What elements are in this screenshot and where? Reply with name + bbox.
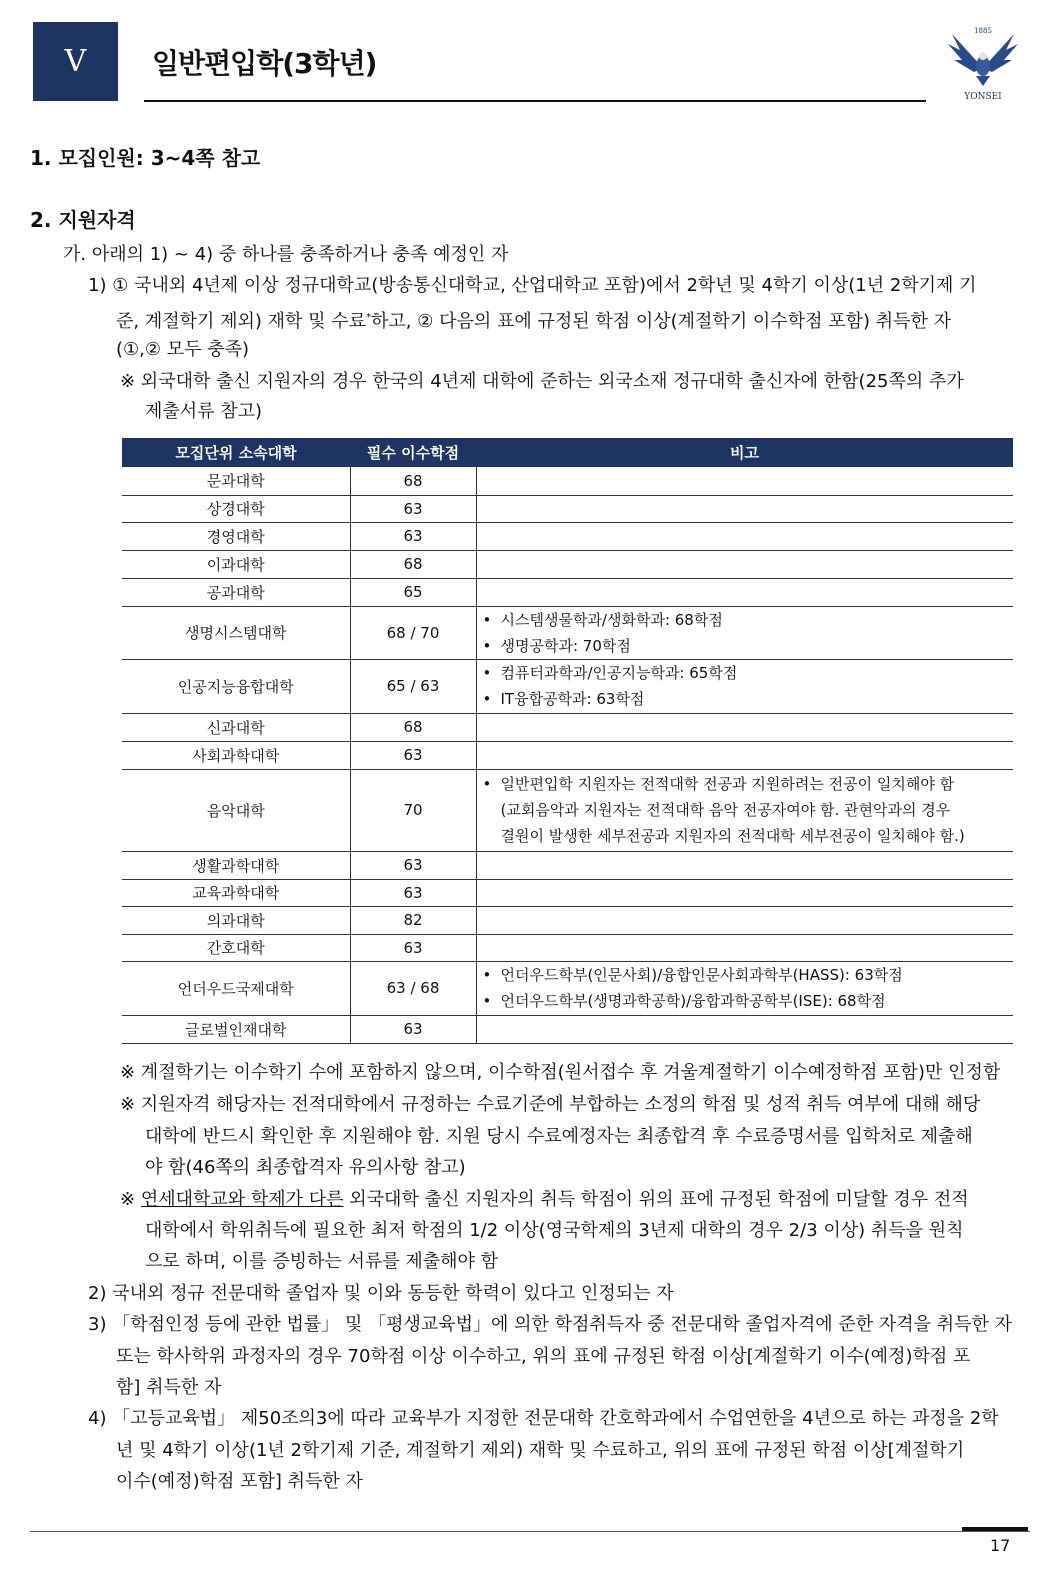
note-bullet: • 언더우드학부(생명과학공학)/융합과학공학부(ISE): 68학점 — [483, 988, 1014, 1014]
footer-divider — [30, 1531, 1030, 1532]
note-cell — [476, 659, 1013, 713]
note-cell — [476, 713, 1013, 741]
note-eligibility-line1: ※ 지원자격 해당자는 전적대학에서 규정하는 수료기준에 부합하는 소정의 학점 및 성적 취득 여부에 대해 해당 — [120, 1094, 981, 1115]
note-cell — [476, 550, 1013, 578]
table-row — [122, 659, 1013, 713]
note-cell — [476, 879, 1013, 906]
footer-accent-bar — [962, 1527, 1028, 1531]
note-cell — [476, 851, 1013, 879]
item2: 2) 국내외 정규 전문대학 졸업자 및 이와 동등한 학력이 있다고 인정되는 자 — [88, 1283, 674, 1304]
note-bullet: • 언더우드학부(인문사회)/융합인문사회과학부(HASS): 63학점 — [483, 962, 1014, 988]
table-row — [122, 606, 1013, 659]
table-row — [122, 961, 1013, 1015]
credit-value: 82 — [350, 906, 476, 934]
credit-value: 63 — [350, 851, 476, 879]
college-name: 음악대학 — [122, 769, 350, 851]
credit-value: 65 / 63 — [350, 659, 476, 713]
title-divider — [144, 100, 926, 102]
table-row — [122, 522, 1013, 550]
header-credit: 필수 이수학점 — [350, 438, 476, 467]
note-foreign-credit-line3: 으로 하며, 이를 증빙하는 서류를 제출해야 함 — [145, 1251, 499, 1272]
college-name: 언더우드국제대학 — [122, 961, 350, 1015]
college-name: 신과대학 — [122, 713, 350, 741]
item4-line2: 년 및 4학기 이상(1년 2학기제 기준, 계절학기 제외) 재학 및 수료하고, 위의 표에 규정된 학점 이상[계절학기 — [116, 1440, 965, 1461]
college-name: 공과대학 — [122, 578, 350, 606]
note-cell — [476, 769, 1013, 851]
item3-line2: 또는 학사학위 과정자의 경우 70학점 이상 이수하고, 위의 표에 규정된 학점 이상[계절학기 이수(예정)학점 포 — [116, 1346, 971, 1367]
note-bullet: • 생명공학과: 70학점 — [483, 633, 1014, 659]
college-name: 생명시스템대학 — [122, 606, 350, 659]
table-row — [122, 495, 1013, 522]
note-cell — [476, 906, 1013, 934]
note-foreign-line2: 제출서류 참고) — [145, 401, 263, 422]
section-eligibility: 2. 지원자격 — [30, 208, 136, 232]
table-row — [122, 741, 1013, 769]
note-eligibility-line3: 야 함(46쪽의 최종합격자 유의사항 참고) — [145, 1157, 466, 1178]
item3-line1: 3) 「학점인정 등에 관한 법률」 및 「평생교육법」에 의한 학점취득자 중 전문대학 졸업자격에 준한 자격을 취득한 자 — [88, 1314, 1012, 1335]
item4-line1: 4) 「고등교육법」 제50조의3에 따라 교육부가 지정한 전문대학 간호학과에서 수업연한을 4년으로 하는 과정을 2학 — [88, 1408, 999, 1429]
note-foreign-credit-line2: 대학에서 학위취득에 필요한 최저 학점의 1/2 이상(영국학제의 3년제 대학의 경우 2/3 이상) 취득을 원칙 — [145, 1220, 964, 1241]
note-continuation: (교회음악과 지원자는 전적대학 음악 전공자여야 함. 관현악과의 경우 — [500, 801, 951, 819]
note-cell — [476, 467, 1013, 495]
note-eligibility-line2: 대학에 반드시 확인한 후 지원해야 함. 지원 당시 수료예정자는 최종합격 후 수료증명서를 입학처로 제출해 — [145, 1126, 973, 1147]
table-row — [122, 467, 1013, 495]
table-row — [122, 851, 1013, 879]
credit-value: 63 / 68 — [350, 961, 476, 1015]
eligibility-intro: 가. 아래의 1) ~ 4) 중 하나를 충족하거나 충족 예정인 자 — [63, 244, 509, 265]
college-name: 글로벌인재대학 — [122, 1015, 350, 1043]
college-name: 교육과학대학 — [122, 879, 350, 906]
note-foreign-credit-line1: ※ 연세대학교와 학제가 다른 외국대학 출신 지원자의 취득 학점이 위의 표에 규정된 학점에 미달할 경우 전적 — [120, 1189, 969, 1210]
credit-value: 68 / 70 — [350, 606, 476, 659]
note-cell — [476, 495, 1013, 522]
college-name: 사회과학대학 — [122, 741, 350, 769]
table-row — [122, 578, 1013, 606]
note-bullet: • IT융합공학과: 63학점 — [483, 686, 1014, 712]
college-name: 이과대학 — [122, 550, 350, 578]
table-row — [122, 934, 1013, 961]
college-name: 경영대학 — [122, 522, 350, 550]
credit-value: 68 — [350, 550, 476, 578]
note-seasonal: ※ 계절학기는 이수학기 수에 포함하지 않으며, 이수학점(원서접수 후 겨울계절학기 이수예정학점 포함)만 인정함 — [120, 1062, 1001, 1083]
note-cell — [476, 741, 1013, 769]
logo-year: 1885 — [974, 27, 992, 35]
logo-wordmark: YONSEI — [964, 92, 1002, 102]
header-college: 모집단위 소속대학 — [122, 438, 350, 467]
note-continuation: 결원이 발생한 세부전공과 지원자의 전적대학 세부전공이 일치해야 함.) — [500, 827, 965, 845]
credit-value: 63 — [350, 522, 476, 550]
table-row — [122, 906, 1013, 934]
note-cell — [476, 1015, 1013, 1043]
table-row — [122, 769, 1013, 851]
item1-line3: (①,② 모두 충족) — [116, 339, 250, 360]
yonsei-eagle-logo-icon — [944, 20, 1022, 102]
college-name: 상경대학 — [122, 495, 350, 522]
college-name: 생활과학대학 — [122, 851, 350, 879]
table-row — [122, 879, 1013, 906]
credit-value: 70 — [350, 769, 476, 851]
note-bullet: • 일반편입학 지원자는 전적대학 전공과 지원하려는 전공이 일치해야 함 — [483, 771, 1014, 797]
credit-value: 63 — [350, 879, 476, 906]
note-bullet: • 컴퓨터과학과/인공지능학과: 65학점 — [483, 660, 1014, 686]
college-name: 문과대학 — [122, 467, 350, 495]
note-cell — [476, 522, 1013, 550]
note-cell — [476, 606, 1013, 659]
credit-requirement-table — [122, 438, 1013, 1044]
table-row — [122, 1015, 1013, 1043]
note-cell — [476, 934, 1013, 961]
item3-line3: 함] 취득한 자 — [116, 1377, 222, 1398]
credit-value: 63 — [350, 741, 476, 769]
item1-line2: 준, 계절학기 제외) 재학 및 수료*하고, ② 다음의 표에 규정된 학점 이상(계절학기 이수학점 포함) 취득한 자 — [116, 311, 951, 332]
item1-line1: 1) ① 국내외 4년제 이상 정규대학교(방송통신대학교, 산업대학교 포함)에서 2학년 및 4학기 이상(1년 2학기제 기 — [88, 275, 977, 296]
note-cell — [476, 578, 1013, 606]
note-foreign-line1: ※ 외국대학 출신 지원자의 경우 한국의 4년제 대학에 준하는 외국소재 정규대학 출신자에 한함(25쪽의 추가 — [120, 371, 964, 392]
note-cell — [476, 961, 1013, 1015]
credit-value: 63 — [350, 495, 476, 522]
item4-line3: 이수(예정)학점 포함] 취득한 자 — [116, 1471, 363, 1492]
page-number: 17 — [990, 1536, 1011, 1555]
credit-value: 68 — [350, 713, 476, 741]
credit-value: 63 — [350, 934, 476, 961]
college-name: 간호대학 — [122, 934, 350, 961]
credit-value: 65 — [350, 578, 476, 606]
page-title: 일반편입학(3학년) — [152, 47, 377, 80]
section-recruitment-count: 1. 모집인원: 3~4쪽 참고 — [30, 146, 261, 170]
college-name: 인공지능융합대학 — [122, 659, 350, 713]
chapter-badge: V — [33, 22, 118, 101]
college-name: 의과대학 — [122, 906, 350, 934]
header-notes: 비고 — [476, 438, 1013, 467]
table-row — [122, 713, 1013, 741]
note-bullet: • 시스템생물학과/생화학과: 68학점 — [483, 607, 1014, 633]
table-row — [122, 550, 1013, 578]
credit-value: 63 — [350, 1015, 476, 1043]
credit-value: 68 — [350, 467, 476, 495]
table-header-row — [122, 438, 1013, 467]
